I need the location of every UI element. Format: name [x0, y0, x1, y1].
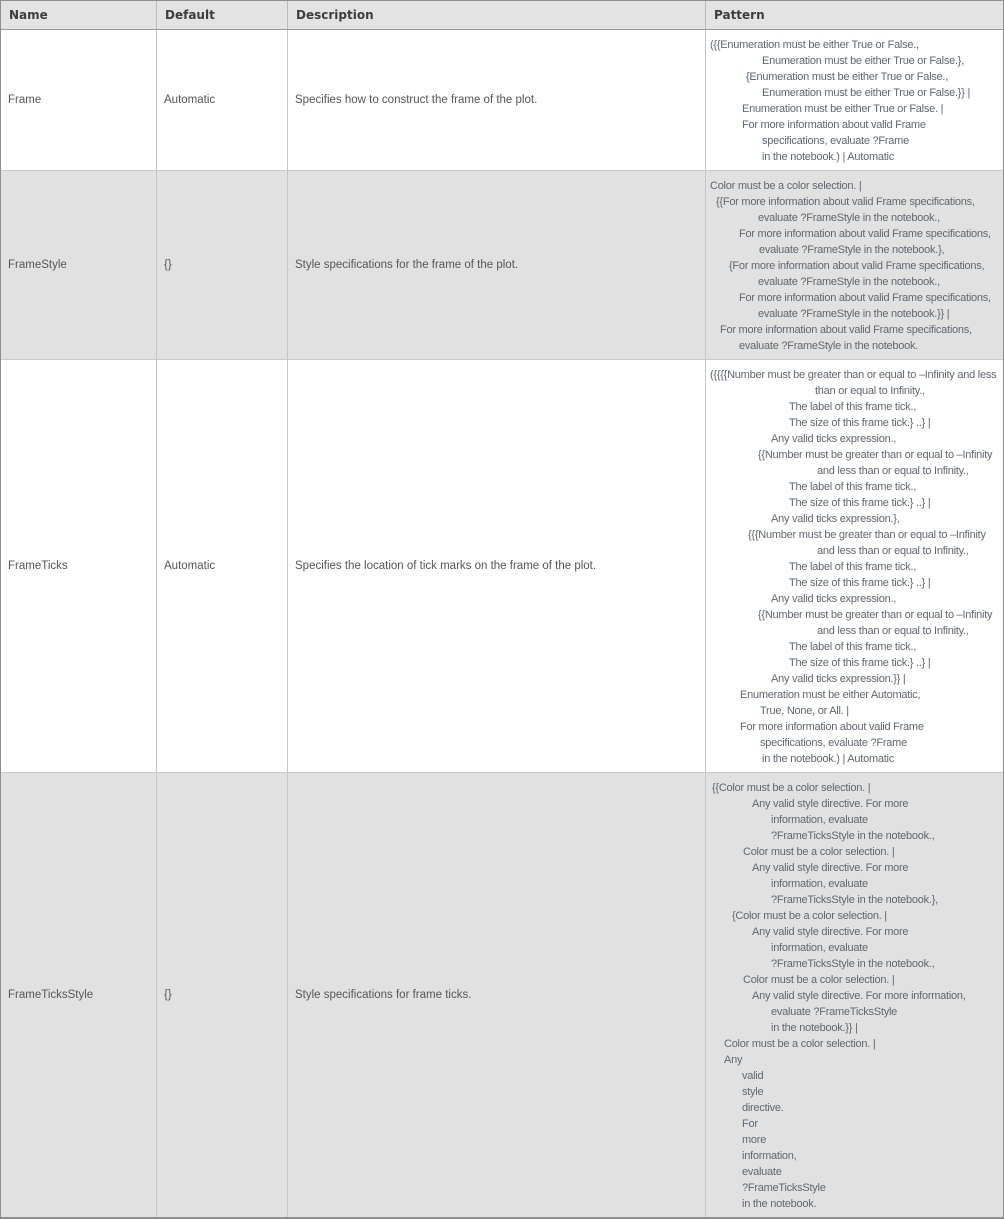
pattern-line: evaluate ?FrameStyle in the notebook., [758, 212, 940, 224]
pattern-line: directive. [742, 1102, 784, 1114]
pattern-line: ?FrameTicksStyle [742, 1182, 826, 1194]
column-header-pattern: Pattern [714, 8, 765, 22]
pattern-line: information, [742, 1150, 797, 1162]
pattern-line: For more information about valid Frame specifications, [720, 324, 972, 336]
option-default-cell [157, 773, 288, 1217]
option-description: Specifies the location of tick marks on the frame of the plot. [295, 560, 597, 572]
pattern-line: evaluate ?FrameStyle in the notebook.}} | [758, 308, 950, 320]
pattern-line: specifications, evaluate ?Frame [762, 135, 909, 147]
pattern-line: evaluate [742, 1166, 782, 1178]
option-description-cell [288, 171, 706, 359]
option-name: FrameTicks [8, 560, 68, 572]
pattern-line: and less than or equal to Infinity., [817, 545, 969, 557]
pattern-line: Enumeration must be either True or False.}, [762, 55, 965, 67]
pattern-line: The label of this frame tick., [789, 401, 916, 413]
option-pattern-cell [706, 773, 1003, 1217]
option-default: Automatic [164, 94, 216, 106]
table-row [1, 359, 1003, 772]
pattern-line: For more information about valid Frame [742, 119, 926, 131]
pattern-line: valid [742, 1070, 764, 1082]
option-pattern-cell [706, 360, 1003, 772]
option-pattern-cell [706, 30, 1003, 170]
option-name-cell [1, 773, 157, 1217]
table-row [1, 170, 1003, 359]
pattern-line: specifications, evaluate ?Frame [760, 737, 907, 749]
pattern-line: style [742, 1086, 764, 1098]
pattern-line: Any valid style directive. For more [752, 926, 909, 938]
pattern-line: ?FrameTicksStyle in the notebook., [771, 830, 935, 842]
table-header-row [1, 1, 1003, 30]
pattern-line: in the notebook.}} | [771, 1022, 858, 1034]
option-name: Frame [8, 94, 42, 106]
pattern-line: The size of this frame tick.} ..} | [789, 657, 931, 669]
pattern-line: Enumeration must be either Automatic, [740, 689, 921, 701]
pattern-line: The label of this frame tick., [789, 641, 916, 653]
pattern-line: and less than or equal to Infinity., [817, 625, 969, 637]
pattern-line: information, evaluate [771, 942, 868, 954]
option-default: Automatic [164, 560, 216, 572]
option-name: FrameStyle [8, 259, 67, 271]
option-default: {} [164, 259, 172, 271]
option-description-cell [288, 773, 706, 1217]
pattern-line: The label of this frame tick., [789, 561, 916, 573]
option-default-cell [157, 30, 288, 170]
pattern-line: The label of this frame tick., [789, 481, 916, 493]
option-default-cell [157, 360, 288, 772]
pattern-line: The size of this frame tick.} ..} | [789, 577, 931, 589]
pattern-line: evaluate ?FrameTicksStyle [771, 1006, 898, 1018]
pattern-line: {{{Number must be greater than or equal to –Infinity [748, 529, 986, 541]
pattern-line: Any valid ticks expression., [771, 433, 897, 445]
option-description: Style specifications for the frame of the plot. [295, 259, 519, 271]
pattern-line: more [742, 1134, 767, 1146]
option-description: Style specifications for frame ticks. [295, 989, 472, 1001]
pattern-line: Any valid ticks expression.}} | [771, 673, 906, 685]
pattern-line: {{Number must be greater than or equal to –Infinity [758, 609, 993, 621]
table-body [1, 30, 1003, 1217]
pattern-line: Any valid ticks expression.}, [771, 513, 900, 525]
pattern-line: than or equal to Infinity., [815, 385, 925, 397]
pattern-line: evaluate ?FrameStyle in the notebook., [758, 276, 940, 288]
option-default: {} [164, 989, 172, 1001]
pattern-line: in the notebook. [742, 1198, 817, 1210]
pattern-line: Enumeration must be either True or False.}} | [762, 87, 971, 99]
option-name-cell [1, 171, 157, 359]
pattern-line: The size of this frame tick.} ..} | [789, 497, 931, 509]
option-description-cell [288, 30, 706, 170]
pattern-line: Any valid style directive. For more [752, 862, 909, 874]
pattern-line: True, None, or All. | [760, 705, 849, 717]
pattern-line: Color must be a color selection. | [724, 1038, 876, 1050]
pattern-line: ({{{{Number must be greater than or equal to –Infinity and less [710, 369, 997, 381]
pattern-line: information, evaluate [771, 878, 868, 890]
option-default-cell [157, 171, 288, 359]
pattern-line: {{Color must be a color selection. | [712, 782, 871, 794]
option-name-cell [1, 360, 157, 772]
pattern-line: Enumeration must be either True or False. | [742, 103, 944, 115]
column-header-default: Default [157, 1, 288, 29]
pattern-line: in the notebook.) | Automatic [762, 151, 894, 163]
pattern-line: Color must be a color selection. | [710, 180, 862, 192]
table-row [1, 30, 1003, 170]
pattern-line: {Color must be a color selection. | [732, 910, 887, 922]
pattern-line: evaluate ?FrameStyle in the notebook.}, [759, 244, 945, 256]
pattern-line: For more information about valid Frame [740, 721, 924, 733]
pattern-line: Any valid style directive. For more [752, 798, 909, 810]
pattern-line: The size of this frame tick.} ..} | [789, 417, 931, 429]
pattern-line: in the notebook.) | Automatic [762, 753, 894, 765]
pattern-line: Any valid ticks expression., [771, 593, 897, 605]
pattern-line: ?FrameTicksStyle in the notebook.}, [771, 894, 938, 906]
column-header-description: Description [288, 1, 706, 29]
pattern-line: ?FrameTicksStyle in the notebook., [771, 958, 935, 970]
column-header-name: Name [1, 1, 157, 29]
pattern-line: Any valid style directive. For more information, [752, 990, 966, 1002]
pattern-line: For more information about valid Frame specifications, [739, 292, 991, 304]
pattern-line: For [742, 1118, 758, 1130]
pattern-line: {For more information about valid Frame specifications, [729, 260, 985, 272]
pattern-line: ({{Enumeration must be either True or False., [710, 39, 919, 51]
option-description: Specifies how to construct the frame of the plot. [295, 94, 538, 106]
pattern-line: {Enumeration must be either True or False., [746, 71, 949, 83]
pattern-line: {{Number must be greater than or equal to –Infinity [758, 449, 993, 461]
pattern-line: and less than or equal to Infinity., [817, 465, 969, 477]
option-pattern-cell [706, 171, 1003, 359]
option-name: FrameTicksStyle [8, 989, 94, 1001]
pattern-line: Color must be a color selection. | [743, 846, 895, 858]
pattern-line: evaluate ?FrameStyle in the notebook. [739, 340, 919, 352]
pattern-line: information, evaluate [771, 814, 868, 826]
pattern-line: Any [724, 1054, 743, 1066]
pattern-line: Color must be a color selection. | [743, 974, 895, 986]
pattern-line: {{For more information about valid Frame specifications, [716, 196, 975, 208]
pattern-line: For more information about valid Frame specifications, [739, 228, 991, 240]
option-description-cell [288, 360, 706, 772]
option-name-cell [1, 30, 157, 170]
table-row [1, 772, 1003, 1217]
